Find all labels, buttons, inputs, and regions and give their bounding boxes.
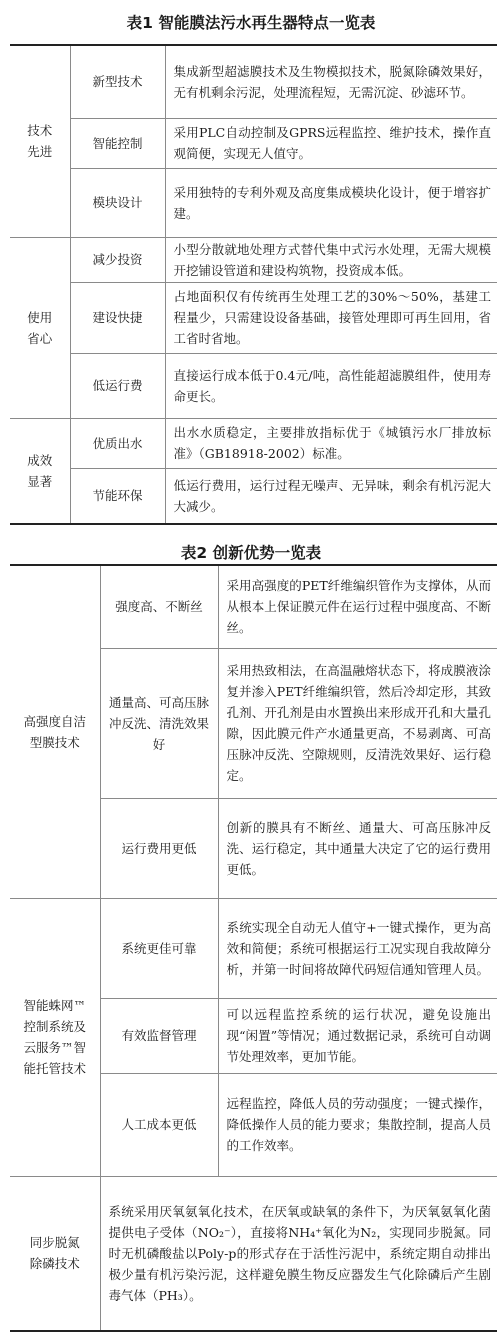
table1-desc: 采用独特的专利外观及高度集成模块化设计，便于增容扩建。 — [165, 168, 497, 237]
table2-desc: 系统采用厌氧氨氧化技术，在厌氧或缺氧的条件下，为厌氧氨氧化菌提供电子受体（NO₂⁻），直接将NH₄⁺氧化为N₂，实现同步脱氮。同时无机磷酸盐以Poly-p的形式存在于活性污泥中，系统定期自动排出极少量有机污染污泥，这样避免膜生物反应器发生气化除磷后产生剧毒气体（PH₃）。 — [100, 1176, 497, 1331]
table1-desc: 小型分散就地处理方式替代集中式污水处理，无需大规模开挖铺设管道和建设构筑物，投资成本低。 — [165, 237, 497, 282]
table2-desc: 远程监控，降低人员的劳动强度；一键式操作，降低操作人员的能力要求；集散控制，提高人员的工作效率。 — [218, 1073, 497, 1176]
table2-feature: 系统更佳可靠 — [100, 898, 218, 998]
table2-desc: 采用高强度的PET纤维编织管作为支撑体，从而从根本上保证膜元件在运行过程中强度高、不断丝。 — [218, 565, 497, 648]
table1-row — [10, 118, 497, 168]
table2-feature: 人工成本更低 — [100, 1073, 218, 1176]
table1-row — [10, 282, 497, 353]
table1-row — [10, 168, 497, 237]
table1-feature: 节能环保 — [70, 468, 165, 524]
table2-desc: 创新的膜具有不断丝、通量大、可高压脉冲反洗、运行稳定，其中通量大决定了它的运行费用更低。 — [218, 798, 497, 898]
table1-row — [10, 353, 497, 418]
table1-desc: 采用PLC自动控制及GPRS远程监控、维护技术，操作直观简便，实现无人值守。 — [165, 118, 497, 168]
table1-row — [10, 418, 497, 468]
table1 — [10, 44, 497, 525]
table2-feature: 通量高、可高压脉冲反洗、清洗效果好 — [100, 648, 218, 798]
table1-feature: 模块设计 — [70, 168, 165, 237]
table1-feature: 减少投资 — [70, 237, 165, 282]
table1-category: 成效 显著 — [10, 418, 70, 524]
table1-row — [10, 45, 497, 118]
table1-row — [10, 237, 497, 282]
table2-desc: 可以远程监控系统的运行状况，避免设施出现“闲置”等情况；通过数据记录，系统可自动调节处理效率，更加节能。 — [218, 998, 497, 1073]
table2-row — [10, 565, 497, 648]
table1-title: 表1 智能膜法污水再生器特点一览表 — [126, 14, 376, 32]
table2-desc: 系统实现全自动无人值守+一键式操作，更为高效和简便；系统可根据运行工况实现自我故障分析，并第一时间将故障代码短信通知管理人员。 — [218, 898, 497, 998]
table2-feature: 强度高、不断丝 — [100, 565, 218, 648]
table1-desc: 低运行费用，运行过程无噪声、无异味，剩余有机污泥大大减少。 — [165, 468, 497, 524]
table2 — [10, 564, 497, 1332]
table1-feature: 低运行费 — [70, 353, 165, 418]
table2-row — [10, 898, 497, 998]
table2-category: 高强度自洁型膜技术 — [10, 565, 100, 898]
table1-feature: 智能控制 — [70, 118, 165, 168]
table1-desc: 直接运行成本低于0.4元/吨，高性能超滤膜组件，使用寿命更长。 — [165, 353, 497, 418]
table2-category: 同步脱氮除磷技术 — [10, 1176, 100, 1331]
table1-desc: 集成新型超滤膜技术及生物模拟技术，脱氮除磷效果好，无有机剩余污泥，处理流程短，无需沉淀、砂滤环节。 — [165, 45, 497, 118]
table1-category: 技术 先进 — [10, 45, 70, 237]
table1-row — [10, 468, 497, 524]
table2-desc: 采用热致相法，在高温融熔状态下，将成膜液涂复并渗入PET纤维编织管，然后冷却定形，其致孔剂、开孔剂是由水置换出来形成开孔和大量孔隙，因此膜元件产水通量更高，不易剥离、可高压脉冲反洗、空隙规则，反清洗效果好、运行稳定。 — [218, 648, 497, 798]
table2-row — [10, 1176, 497, 1331]
table1-feature: 建设快捷 — [70, 282, 165, 353]
table1-category: 使用 省心 — [10, 237, 70, 418]
table2-category: 智能蛛网™控制系统及云服务™智能托管技术 — [10, 898, 100, 1176]
table1-desc: 出水水质稳定，主要排放指标优于《城镇污水厂排放标准》（GB18918-2002）标准。 — [165, 418, 497, 468]
table1-feature: 新型技术 — [70, 45, 165, 118]
table1-feature: 优质出水 — [70, 418, 165, 468]
table1-desc: 占地面积仅有传统再生处理工艺的30%～50%，基建工程量少，只需建设设备基础，接管处理即可再生回用，省工省时省地。 — [165, 282, 497, 353]
table2-feature: 有效监督管理 — [100, 998, 218, 1073]
table2-title: 表2 创新优势一览表 — [180, 544, 322, 562]
table2-feature: 运行费用更低 — [100, 798, 218, 898]
